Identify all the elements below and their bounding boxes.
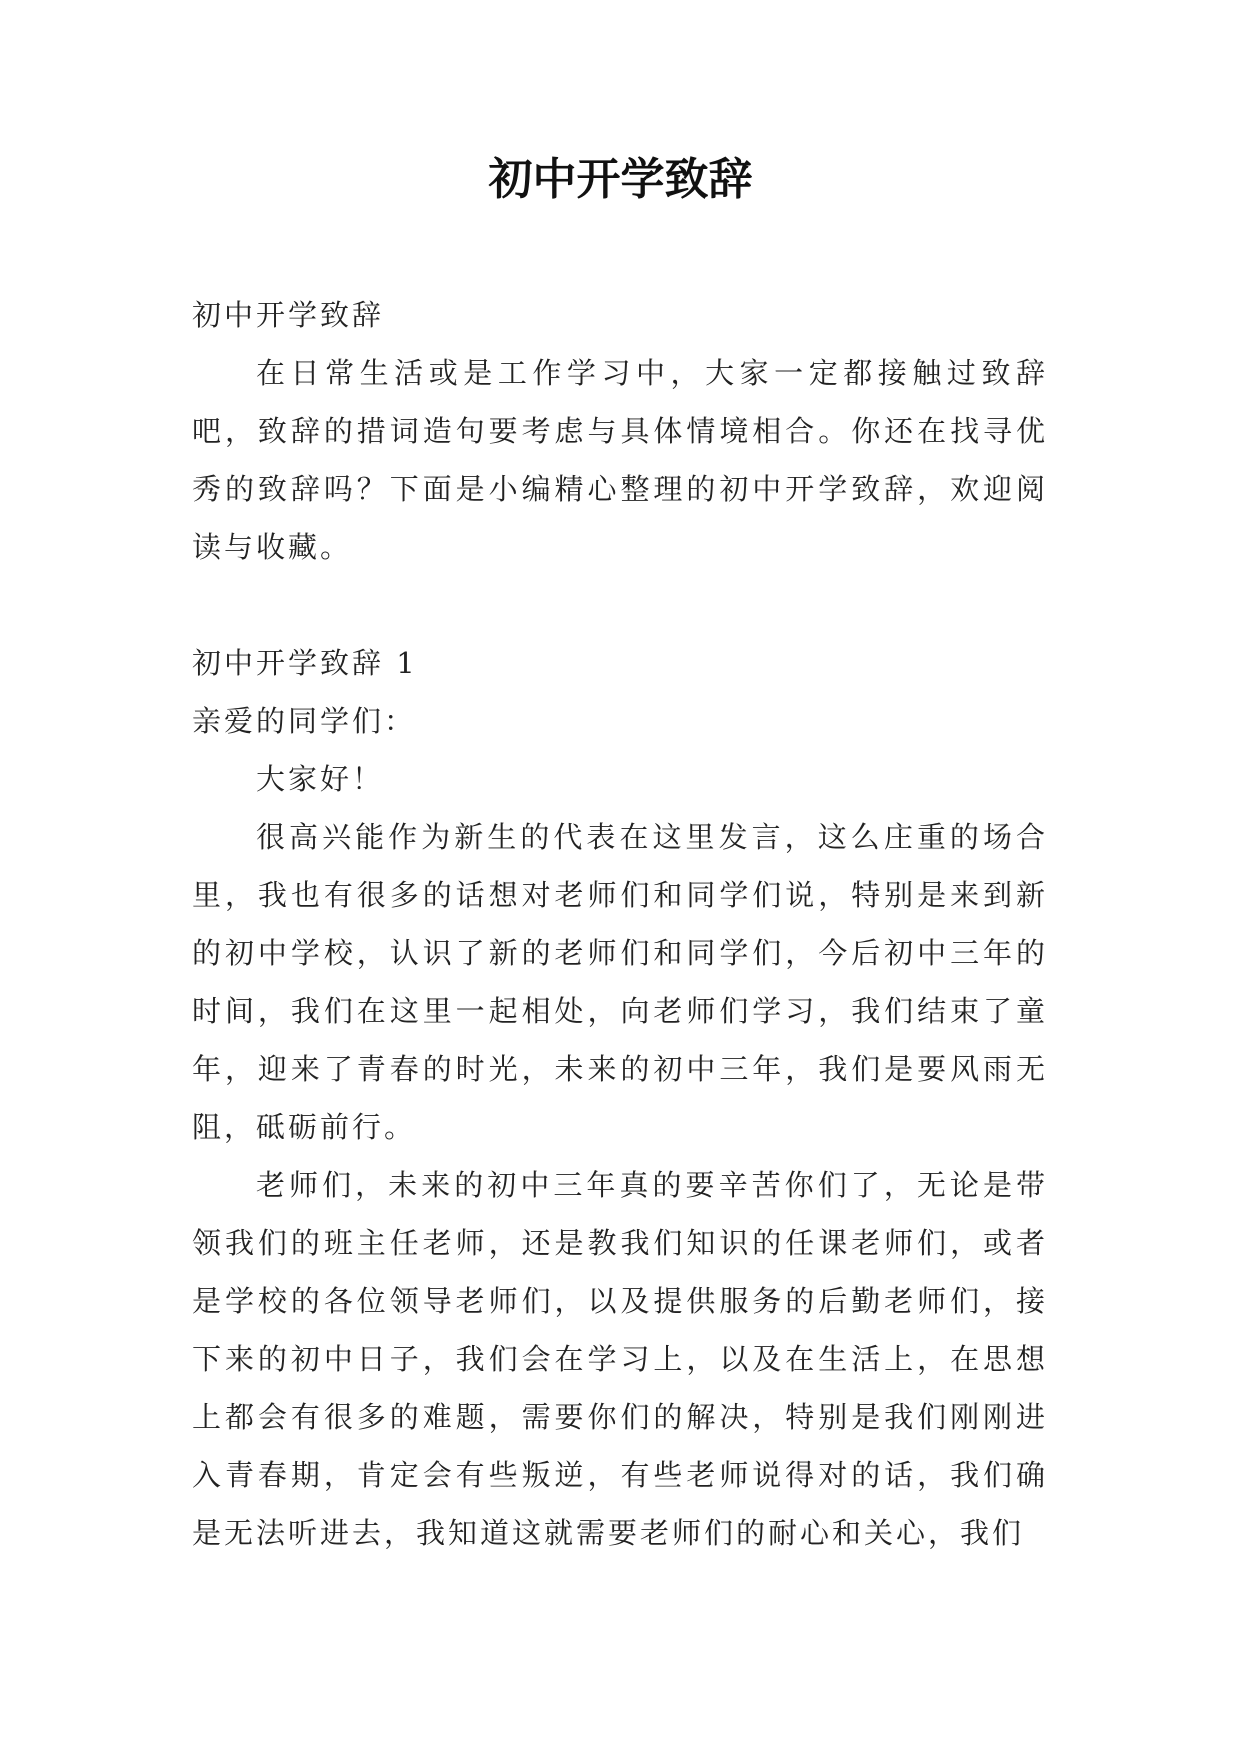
- salutation: 亲爱的同学们：: [192, 704, 417, 738]
- section-heading: 初中开学致辞 1: [192, 646, 418, 680]
- subtitle: 初中开学致辞: [192, 298, 385, 332]
- speech-paragraph-1: 很高兴能作为新生的代表在这里发言，这么庄重的场合里，我也有很多的话想对老师们和同学们说，特别是来到新的初中学校，认识了新的老师们和同学们，今后初中三年的时间，我们在这里一起相处，向老师们学习，我们结束了童年，迎来了青春的时光，未来的初中三年，我们是要风雨无阻，砥砺前行。: [192, 820, 1048, 1144]
- paragraph-gap: [192, 576, 1048, 634]
- document-title: 初中开学致辞: [488, 154, 753, 205]
- document-body: [192, 286, 1048, 1562]
- intro-paragraph: 在日常生活或是工作学习中，大家一定都接触过致辞吧，致辞的措词造句要考虑与具体情境相合。你还在找寻优秀的致辞吗？下面是小编精心整理的初中开学致辞，欢迎阅读与收藏。: [192, 356, 1048, 564]
- speech-paragraph-2: 老师们，未来的初中三年真的要辛苦你们了，无论是带领我们的班主任老师，还是教我们知识的任课老师们，或者是学校的各位领导老师们，以及提供服务的后勤老师们，接下来的初中日子，我们会在学习上，以及在生活上，在思想上都会有很多的难题，需要你们的解决，特别是我们刚刚进入青春期，肯定会有些叛逆，有些老师说得对的话，我们确是无法听进去，我知道这就需要老师们的耐心和关心，我们: [192, 1168, 1048, 1550]
- greeting: 大家好！: [256, 762, 385, 796]
